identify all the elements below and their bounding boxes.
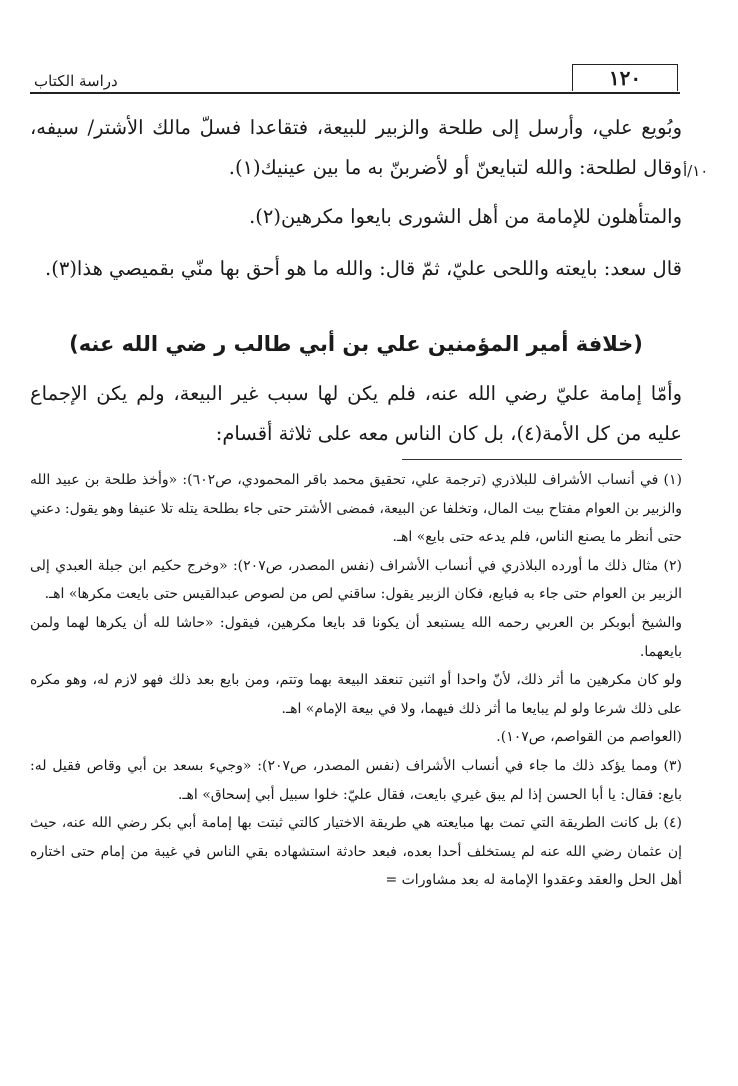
- paragraph-1: وبُويع علي، وأرسل إلى طلحة والزبير للبيعة، فتقاعدا فسلّ مالك الأشتر/ سيفه، وقال لطلحة: والله لتبايعنّ أو لأضربنّ به ما بين عينيك(١).: [30, 116, 682, 179]
- footnote-continuation: [30, 666, 682, 723]
- main-text-top: [30, 108, 682, 300]
- paragraph-2: والمتأهلون للإمامة من أهل الشورى بايعوا مكرهين(٢).: [249, 205, 682, 228]
- footnote-number: (١): [663, 472, 682, 488]
- section-heading: (خلافة أمير المؤمنين علي بن أبي طالب ر ضي الله عنه): [69, 332, 643, 356]
- footnote-continuation: [30, 609, 682, 666]
- footnote-text: والشيخ أبوبكر بن العربي رحمه الله يستبعد أن يكونا قد بايعا مكرهين، فيقول: «حاشا لله أن يكرها لهما ولمن بايعهما.: [30, 614, 682, 660]
- footnote-text: في أنساب الأشراف للبلاذري (ترجمة علي، تحقيق محمد باقر المحمودي، ص٦٠٢): «وأخذ طلحة بن عبيد الله والزبير بن العوام مفتاح بيت المال، وتخلفا عن البيعة، فمضى الأشتر حتى جاء بطلحة يتله تلا عنيفا وهو يقول: دعني حتى أنظر ما يصنع الناس، فلم يدعه حتى بايع» اهـ.: [30, 472, 682, 546]
- main-text-bottom: [30, 374, 682, 454]
- footnote: [30, 552, 682, 609]
- paragraph-3: قال سعد: بايعته واللحى عليّ، ثمّ قال: والله ما هو أحق بها منّي بقميصي هذا(٣).: [45, 256, 682, 280]
- footnote-text: (العواصم من القواصم، ص١٠٧).: [496, 729, 682, 746]
- footnote: [30, 752, 682, 809]
- footnotes: [30, 466, 682, 895]
- footnote-continuation: [30, 723, 682, 752]
- manuscript-folio-note: ١٠/أ: [683, 162, 709, 180]
- header-rule: [30, 92, 680, 94]
- footnote-number: (٢): [663, 557, 682, 574]
- footnote-number: (٤): [663, 815, 683, 832]
- footnote-number: (٣): [663, 757, 682, 774]
- footnote-text: ولو كان مكرهين ما أثر ذلك، لأنّ واحدا أو اثنين تنعقد البيعة بهما وتتم، ومن بايع بعد ذلك فهو لازم له، وهو مكره على ذلك شرعا ولو لم يبايعا ما أثر ذلك فيهما، ولا في بيعة الإمام» اهـ.: [30, 672, 682, 717]
- footnote-separator: [402, 459, 682, 460]
- paragraph-4: وأمّا إمامة عليّ رضي الله عنه، فلم يكن لها سبب غير البيعة، ولم يكن الإجماع عليه من كل الأمة(٤)، بل كان الناس معه على ثلاثة أقسام:: [30, 382, 682, 445]
- running-title: دراسة الكتاب: [34, 72, 118, 90]
- footnote: [30, 466, 682, 552]
- footnote: [30, 809, 682, 895]
- footnote-text: مثال ذلك ما أورده البلاذري في أنساب الأشراف (نفس المصدر، ص٢٠٧): «وخرج حكيم ابن جبلة العبدي إلى الزبير بن العوام حتى جاء به فبايع، فكان الزبير يقول: ساقني لص من لصوص عبدالقيس حتى بايعت مكرها» اهـ.: [30, 557, 682, 603]
- page-number: ١٢٠: [572, 64, 678, 91]
- footnote-text: ومما يؤكد ذلك ما جاء في أنساب الأشراف (نفس المصدر، ص٢٠٧): «وجيء بسعد بن أبي وقاص فقيل له: بايع: فقال: يا أبا الحسن إذا لم يبق غيري بايعت، فقال عليّ: خلوا سبيل أبي إسحاق» اهـ.: [30, 757, 682, 803]
- footnote-text: بل كانت الطريقة التي تمت بها مبايعته هي طريقة الاختيار كالتي ثبتت بها إمامة أبي بكر رضي الله عنه، حيث إن عثمان رضي الله عنه لم يستخلف أحدا بعده، فبعد حادثة استشهاده بقي الناس في غيبة من إمام حتى اختاره أهل الحل والعقد وعقدوا الإمامة له بعد مشاورات =: [30, 815, 682, 889]
